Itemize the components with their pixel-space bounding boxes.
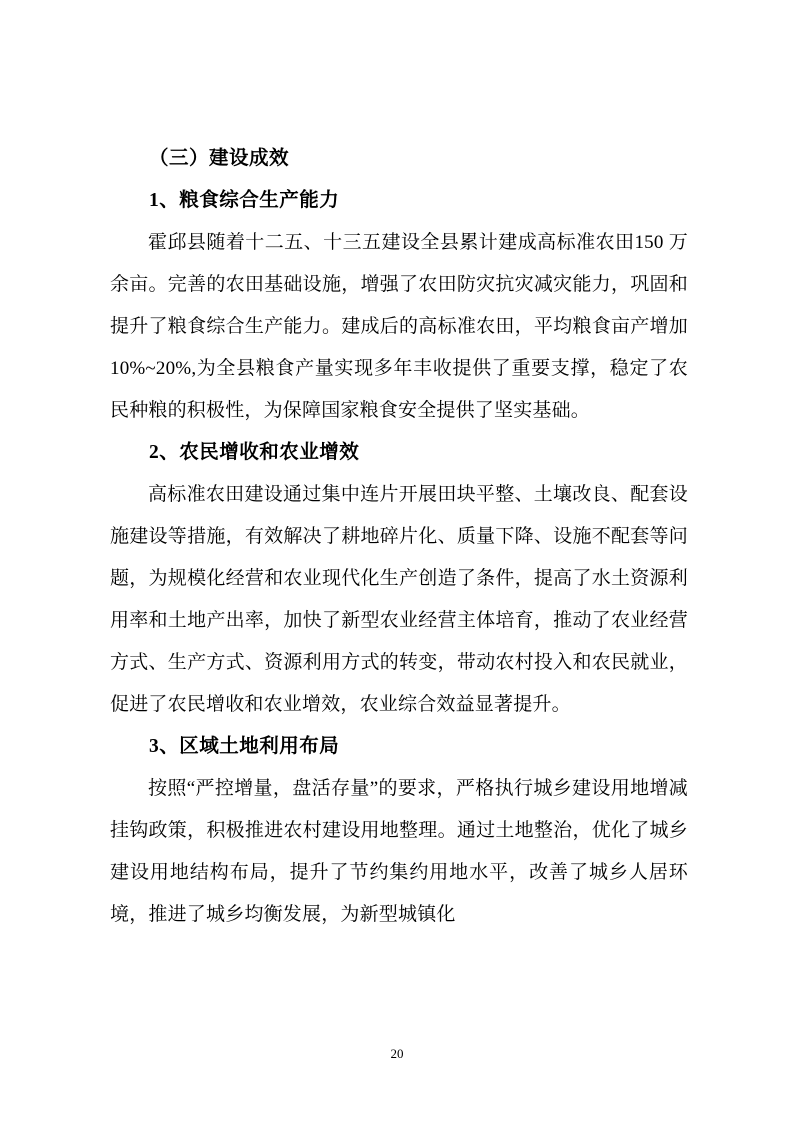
paragraph-farmer-income: 高标准农田建设通过集中连片开展田块平整、土壤改良、配套设施建设等措施，有效解决了耕地碎片化、质量下降、设施不配套等问题，为规模化经营和农业现代化生产创造了条件，提高了水土资源利用率和土地产出率，加快了新型农业经营主体培育，推动了农业经营方式、生产方式、资源利用方式的转变，带动农村投入和农民就业，促进了农民增收和农业增效，农业综合效益显著提升。: [110, 484, 688, 715]
page-number: 20: [390, 1046, 404, 1061]
paragraph-land-use-layout: 按照“严控增量，盘活存量”的要求，严格执行城乡建设用地增减挂钩政策，积极推进农村建设用地整理。通过土地整治，优化了城乡建设用地结构布局，提升了节约集约用地水平，改善了城乡人居环境，推进了城乡均衡发展，为新型城镇化: [110, 778, 688, 925]
subheading-land-use-layout: 3、区域土地利用布局: [149, 736, 340, 757]
section-heading: （三）建设成效: [149, 148, 290, 169]
paragraph-grain-production: 霍邱县随着十二五、十三五建设全县累计建成高标准农田150 万余亩。完善的农田基础设施，增强了农田防灾抗灾减灾能力，巩固和提升了粮食综合生产能力。建成后的高标准农田，平均粮食亩产增加 10%~20%,为全县粮食产量实现多年丰收提供了重要支撑，稳定了农民种粮的积极性，为保障国家粮食安全提供了坚实基础。: [110, 232, 688, 421]
subheading-grain-production: 1、粮食综合生产能力: [149, 190, 340, 211]
subheading-farmer-income: 2、农民增收和农业增效: [149, 442, 360, 463]
